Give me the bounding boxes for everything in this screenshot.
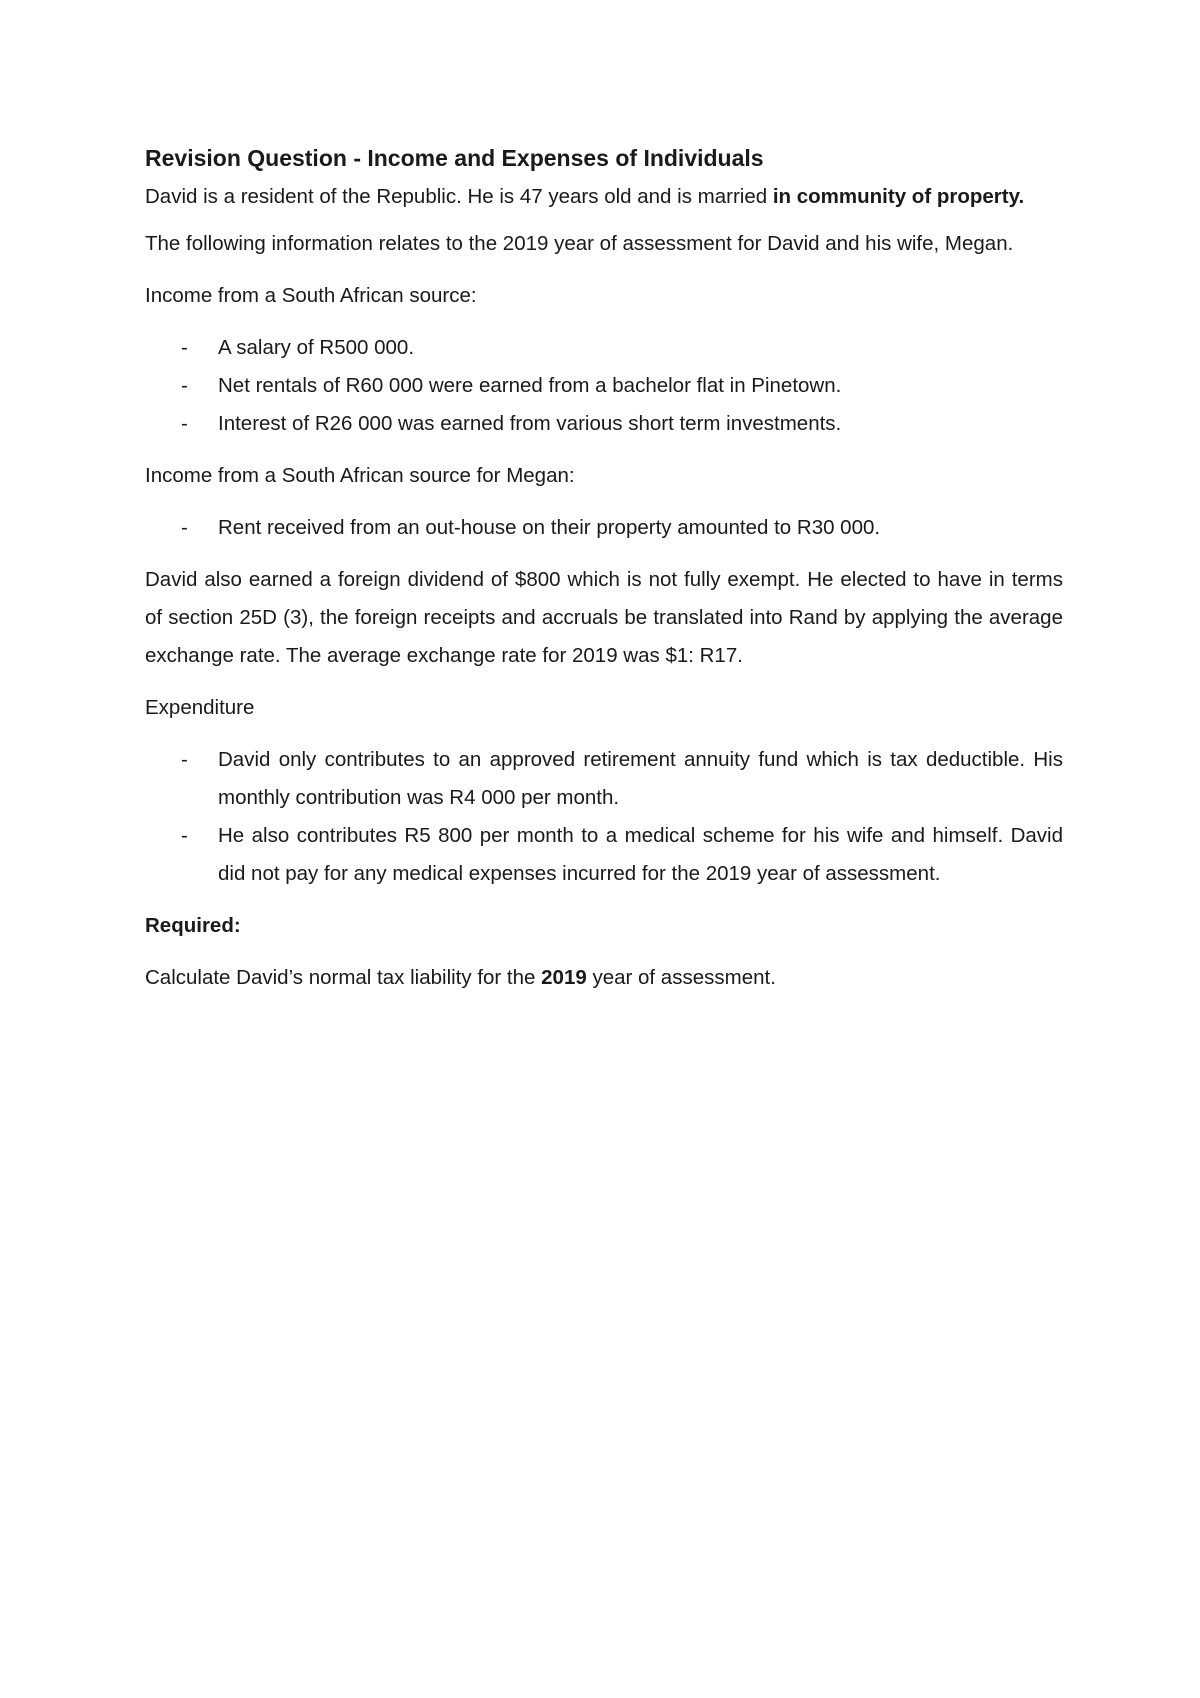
income-megan-heading: Income from a South African source for Megan:: [145, 464, 575, 487]
bullet-dash: -: [181, 412, 188, 435]
list-item-text: Net rentals of R60 000 were earned from a bachelor flat in Pinetown.: [218, 374, 842, 397]
list-item: [145, 509, 1063, 547]
required-text-before: Calculate David’s normal tax liability for the: [145, 966, 542, 989]
required-heading: Required:: [145, 914, 241, 937]
income-david-heading: Income from a South African source:: [145, 284, 477, 307]
bullet-dash: -: [181, 516, 188, 539]
bullet-dash: -: [181, 824, 188, 847]
required-text-after: year of assessment.: [586, 966, 776, 989]
bullet-dash: -: [181, 374, 188, 397]
list-item-text: David only contributes to an approved retirement annuity fund which is tax deductible. His monthly contribution was R4 000 per month.: [218, 748, 1063, 809]
list-item: [145, 367, 1063, 405]
required-year-bold: 2019: [541, 966, 587, 989]
document-title: Revision Question - Income and Expenses of Individuals: [145, 145, 764, 171]
expenditure-heading: Expenditure: [145, 696, 255, 719]
list-item: [145, 405, 1063, 443]
expenditure-list: [145, 741, 1063, 893]
income-david-list: [145, 329, 1063, 443]
required-paragraph: [145, 959, 1063, 997]
income-megan-list: [145, 509, 1063, 547]
list-item: [145, 741, 1063, 817]
list-item-text: He also contributes R5 800 per month to a medical scheme for his wife and himself. David did not pay for any medical expenses incurred for the 2019 year of assessment.: [218, 824, 1063, 885]
bullet-dash: -: [181, 748, 188, 771]
list-item: [145, 329, 1063, 367]
foreign-dividend-paragraph: David also earned a foreign dividend of $800 which is not fully exempt. He elected to have in terms of section 25D (3), the foreign receipts and accruals be translated into Rand by applying the average exchange rate. The average exchange rate for 2019 was $1: R17.: [145, 568, 1063, 667]
bullet-dash: -: [181, 336, 188, 359]
list-item-text: Rent received from an out-house on their property amounted to R30 000.: [218, 516, 881, 539]
list-item-text: A salary of R500 000.: [218, 336, 415, 359]
list-item-text: Interest of R26 000 was earned from various short term investments.: [218, 412, 842, 435]
intro-bold-text: in community of property.: [772, 185, 1025, 208]
assessment-paragraph: The following information relates to the 2019 year of assessment for David and his wife, Megan.: [145, 232, 1014, 255]
intro-text: David is a resident of the Republic. He is 47 years old and is married: [145, 185, 773, 208]
intro-paragraph: [145, 183, 1063, 211]
list-item: [145, 817, 1063, 893]
document-content: [145, 143, 1063, 1011]
